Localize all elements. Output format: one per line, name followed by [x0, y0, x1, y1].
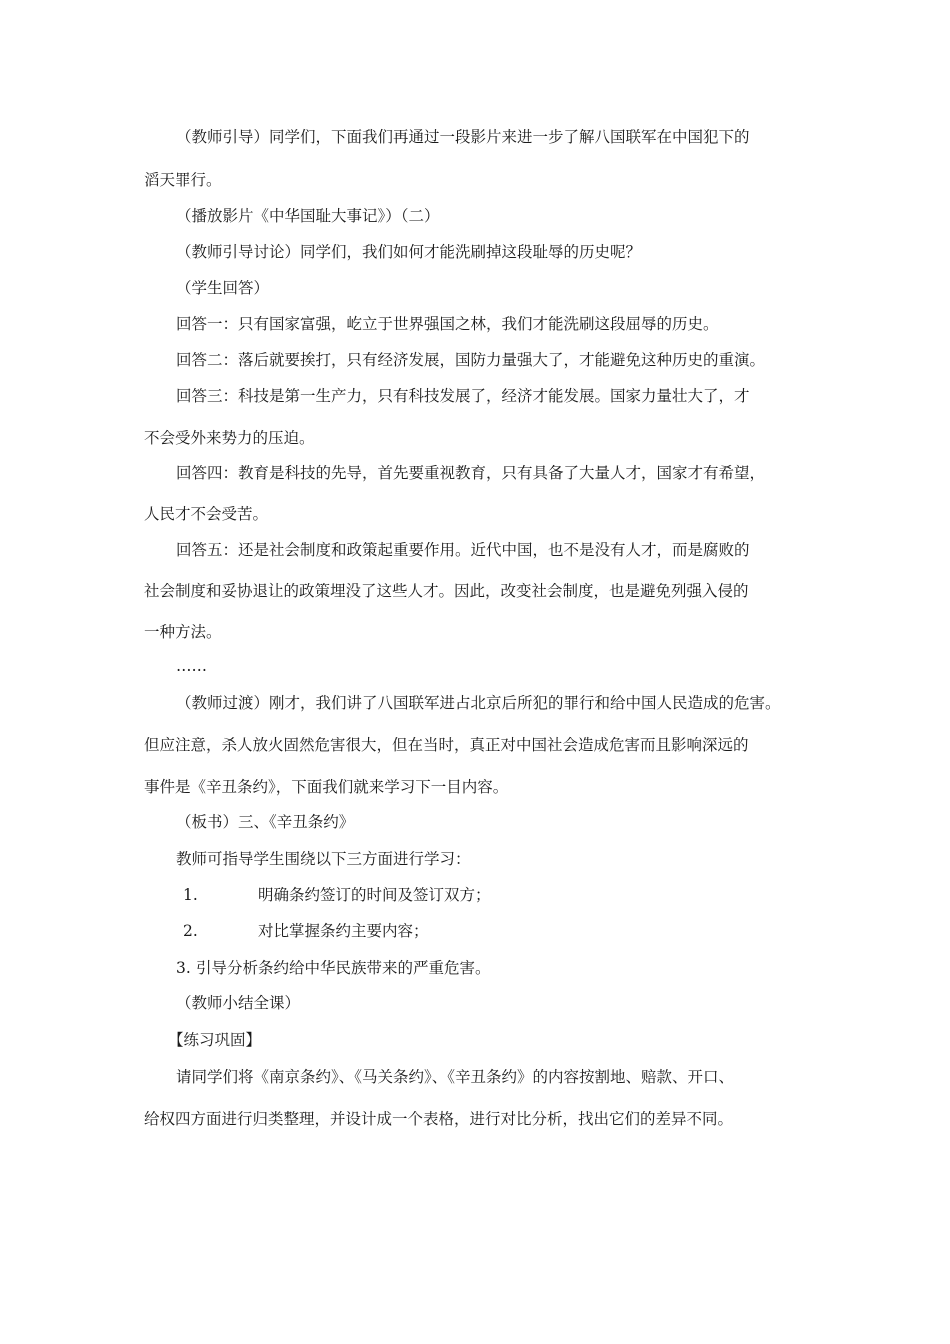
- list-item-3: 引导分析条约给中华民族带来的严重危害。: [196, 959, 491, 977]
- board-writing: （板书）三、《辛丑条约》: [176, 813, 355, 831]
- teacher-transition-line1: （教师过渡）刚才，我们讲了八国联军进占北京后所犯的罪行和给中国人民造成的危害。: [176, 694, 781, 712]
- answer-four-line1: 回答四：教育是科技的先导，首先要重视教育，只有具备了大量人才，国家才有希望，: [176, 464, 766, 482]
- answer-three-line1: 回答三：科技是第一生产力，只有科技发展了，经济才能发展。国家力量壮大了，才: [176, 387, 750, 405]
- answer-five-line1: 回答五：还是社会制度和政策起重要作用。近代中国，也不是没有人才，而是腐败的: [176, 541, 750, 559]
- answer-five-line3: 一种方法。: [144, 623, 222, 641]
- list-number-3: 3.: [176, 959, 191, 977]
- teacher-guide-study: 教师可指导学生围绕以下三方面进行学习：: [176, 850, 471, 868]
- list-item-1: 明确条约签订的时间及签订双方；: [258, 886, 491, 904]
- list-item-2: 对比掌握条约主要内容；: [258, 922, 429, 940]
- answer-three-line2: 不会受外来势力的压迫。: [144, 429, 315, 447]
- answer-four-line2: 人民才不会受苦。: [144, 505, 269, 523]
- paragraph-teacher-guide-line1: （教师引导）同学们，下面我们再通过一段影片来进一步了解八国联军在中国犯下的: [176, 128, 750, 146]
- practice-line1: 请同学们将《南京条约》、《马关条约》、《辛丑条约》的内容按割地、赔款、开口、: [176, 1068, 735, 1086]
- list-number-1: 1.: [183, 886, 198, 904]
- paragraph-play-film: （播放影片《中华国耻大事记》）（二）: [176, 207, 440, 225]
- practice-heading: 【练习巩固】: [168, 1031, 262, 1049]
- answer-two: 回答二：落后就要挨打，只有经济发展，国防力量强大了，才能避免这种历史的重演。: [176, 351, 766, 369]
- paragraph-teacher-discussion: （教师引导讨论）同学们，我们如何才能洗刷掉这段耻辱的历史呢？: [176, 243, 642, 261]
- practice-line2: 给权四方面进行归类整理，并设计成一个表格，进行对比分析，找出它们的差异不同。: [144, 1110, 734, 1128]
- answer-one: 回答一：只有国家富强，屹立于世界强国之林，我们才能洗刷这段屈辱的历史。: [176, 315, 719, 333]
- ellipsis: ……: [176, 657, 207, 675]
- paragraph-teacher-guide-line2: 滔天罪行。: [144, 171, 222, 189]
- paragraph-student-answer: （学生回答）: [176, 279, 270, 297]
- answer-five-line2: 社会制度和妥协退让的政策埋没了这些人才。因此，改变社会制度，也是避免列强入侵的: [144, 582, 749, 600]
- list-number-2: 2.: [183, 922, 198, 940]
- teacher-transition-line2: 但应注意，杀人放火固然危害很大，但在当时，真正对中国社会造成危害而且影响深远的: [144, 736, 749, 754]
- teacher-summary: （教师小结全课）: [176, 994, 301, 1012]
- teacher-transition-line3: 事件是《辛丑条约》，下面我们就来学习下一目内容。: [144, 778, 509, 796]
